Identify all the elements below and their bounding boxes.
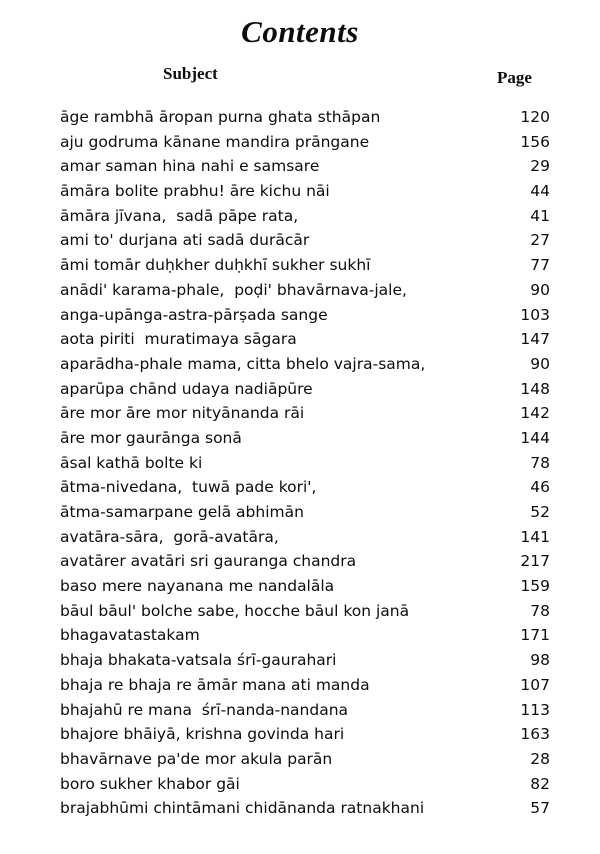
entry-subject: bhavārnave pa'de mor akula parān: [60, 749, 333, 768]
entry-page-number: 98: [530, 651, 550, 670]
entry-page-number: 52: [530, 503, 550, 521]
entry-subject: boro sukher khabor gāi: [60, 774, 240, 793]
entry-subject: aota piriti muratimaya sāgara: [60, 330, 297, 349]
entry-page-number: 113: [520, 700, 550, 719]
entry-page-number: 90: [530, 354, 550, 373]
contents-entry: [60, 475, 550, 500]
entry-page-number: 28: [530, 749, 550, 768]
contents-entry: [60, 228, 550, 253]
entry-subject: āre mor gaurānga sonā: [60, 428, 242, 447]
entry-subject: bhajore bhāiyā, krishna govinda hari: [60, 725, 345, 744]
contents-entry: [60, 352, 550, 377]
contents-entry: [60, 278, 550, 303]
entry-subject: āmāra jīvana, sadā pāpe rata,: [60, 206, 299, 225]
entry-page-number: 159: [520, 577, 550, 596]
entry-page-number: 44: [530, 182, 550, 201]
entry-subject: bhaja re bhaja re āmār mana ati manda: [60, 675, 370, 694]
entry-page-number: 27: [530, 231, 550, 250]
entry-page-number: 141: [520, 527, 550, 546]
entry-subject: brajabhūmi chintāmani chidānanda ratnakhani: [60, 799, 425, 818]
contents-entry: [60, 401, 550, 426]
entry-page-number: 82: [530, 774, 550, 793]
entry-page-number: 142: [520, 404, 550, 423]
entry-subject: anga-upānga-astra-pārṣada sange: [60, 305, 328, 324]
contents-entry: [60, 525, 550, 550]
entry-subject: āmāra bolite prabhu! āre kichu nāi: [60, 182, 330, 201]
contents-entry: [60, 673, 550, 698]
entry-page-number: 103: [520, 305, 550, 324]
contents-entry: [60, 154, 550, 179]
entry-page-number: 78: [530, 601, 550, 620]
entry-page-number: 147: [520, 330, 550, 349]
entry-subject: ami to' durjana ati sadā durācār: [60, 231, 310, 250]
entry-subject: bāul bāul' bolche sabe, hocche bāul kon janā: [60, 601, 410, 620]
entry-page-number: 171: [520, 626, 550, 645]
page-title: Contents: [241, 14, 359, 49]
entry-subject: aju godruma kānane mandira prāngane: [60, 132, 370, 151]
contents-entry: [60, 747, 550, 772]
subject-column-header: Subject: [163, 64, 218, 83]
contents-entry: [60, 648, 550, 673]
entry-page-number: 78: [530, 453, 550, 472]
entry-page-number: 46: [530, 478, 550, 497]
contents-entry: [60, 772, 550, 797]
entry-page-number: 77: [530, 256, 550, 275]
entry-subject: avatāra-sāra, gorā-avatāra,: [60, 527, 279, 546]
contents-entry: [60, 623, 550, 648]
contents-entry: [60, 451, 550, 476]
contents-entry: [60, 574, 550, 599]
contents-entry: [60, 303, 550, 328]
entry-subject: amar saman hina nahi e samsare: [60, 157, 320, 176]
entry-subject: anādi' karama-phale, poḍi' bhavārnava-jale,: [60, 280, 407, 299]
contents-entry: [60, 500, 550, 525]
entry-subject: bhajahū re mana śrī-nanda-nandana: [60, 700, 349, 719]
entry-subject: baso mere nayanana me nandalāla: [60, 577, 335, 596]
entry-subject: āmi tomār duḥkher duḥkhī sukher sukhī: [60, 256, 371, 275]
entry-page-number: 144: [520, 428, 550, 447]
contents-entry: [60, 549, 550, 574]
entry-page-number: 156: [520, 132, 550, 151]
contents-entry: [60, 599, 550, 624]
entry-page-number: 57: [530, 799, 550, 818]
contents-entry: [60, 698, 550, 723]
entry-page-number: 29: [530, 157, 550, 176]
entry-subject: bhagavatastakam: [60, 626, 200, 645]
contents-entry: [60, 179, 550, 204]
entry-subject: ātma-samarpane gelā abhimān: [60, 503, 304, 521]
contents-list: [60, 105, 550, 821]
entry-page-number: 217: [520, 552, 550, 571]
entry-subject: āre mor āre mor nityānanda rāi: [60, 404, 305, 423]
entry-subject: ātma-nivedana, tuwā pade kori',: [60, 478, 317, 497]
entry-subject: aparādha-phale mama, citta bhelo vajra-sama,: [60, 354, 426, 373]
contents-entry: [60, 796, 550, 821]
entry-page-number: 163: [520, 725, 550, 744]
contents-entry: [60, 204, 550, 229]
entry-subject: āsal kathā bolte ki: [60, 453, 203, 472]
entry-page-number: 90: [530, 280, 550, 299]
page-column-header: Page: [497, 68, 532, 87]
contents-entry: [60, 426, 550, 451]
entry-subject: āge rambhā āropan purna ghata sthāpan: [60, 108, 381, 126]
entry-page-number: 148: [520, 379, 550, 398]
contents-entry: [60, 327, 550, 352]
contents-entry: [60, 105, 550, 130]
contents-entry: [60, 722, 550, 747]
entry-subject: avatārer avatāri sri gauranga chandra: [60, 552, 357, 571]
contents-entry: [60, 130, 550, 155]
entry-subject: aparūpa chānd udaya nadiāpūre: [60, 379, 313, 398]
entry-page-number: 107: [520, 675, 550, 694]
entry-page-number: 120: [520, 108, 550, 126]
entry-page-number: 41: [530, 206, 550, 225]
entry-subject: bhaja bhakata-vatsala śrī-gaurahari: [60, 651, 337, 670]
contents-entry: [60, 377, 550, 402]
contents-entry: [60, 253, 550, 278]
